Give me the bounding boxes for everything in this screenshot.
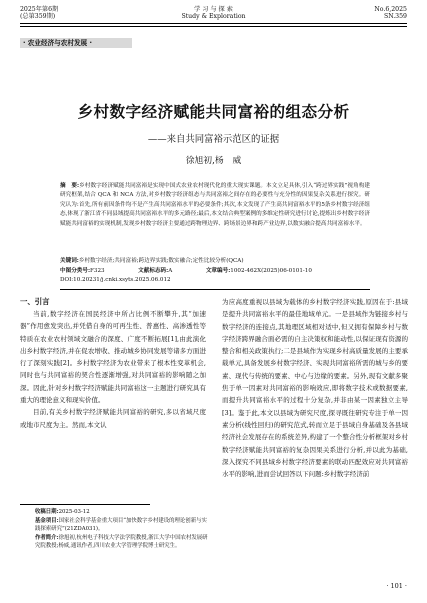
abstract-rule bbox=[60, 289, 370, 290]
footnote-rule bbox=[20, 504, 150, 505]
article-authors: 徐旭初,杨 威 bbox=[185, 156, 242, 166]
journal-name-en: Study & Exploration bbox=[181, 13, 246, 21]
section-tag: · 农业经济与农村发展 · bbox=[20, 38, 132, 48]
journal-name-cn: 学 习 与 探 索 bbox=[194, 6, 233, 13]
clc-label: 中图分类号: bbox=[60, 268, 91, 274]
received-label: 收稿日期: bbox=[35, 509, 59, 515]
page-number: · 101 · bbox=[386, 582, 407, 590]
abstract-label: 摘 要: bbox=[60, 183, 80, 189]
author-bio-label: 作者简介: bbox=[35, 534, 59, 541]
issue-number: 2025年第6期 bbox=[20, 6, 59, 13]
keywords-label: 关键词: bbox=[60, 258, 79, 264]
abstract-text: 乡村数字经济赋能共同富裕是实现中国式农业农村现代化的重大现实课题。本文立足具体,引入“跨过界实践”视角构建研究框架,结合 QCA 和 NCA 方法,对乡村数字经济组态与共同富裕之间存在的必要性与充分性的因果复杂关系进行探究。研究认为:首先,所有前因条件均不是产生高共同富裕水平的必要条件;其次,本文发现了产生高共同富裕水平的5条乡村数字经济组态,体现了浙江省不同县域提高共同富裕水平的多元路径;最后,本文结合典型案例的多维定性研究进行讨论,提炼出乡村数字经济赋能共同富裕的实现机制,发现乡村数字经济主要通过跨物理边界、跨场景边界和跨产业边界,以数实融合提高共同富裕水平。 bbox=[60, 183, 370, 227]
serial-number: SN.359 bbox=[383, 13, 407, 21]
article-subtitle: ——来自共同富裕示范区的证据 bbox=[147, 134, 280, 145]
clc-value: F323 bbox=[90, 268, 105, 274]
header-rule-top bbox=[20, 23, 407, 24]
paragraph-3: 为应高度重视以县域为载体的乡村数字经济实践,原因在于:县域是提升共同富裕水平的最佳地域单元。一是县域作为链接乡村与数字经济的连接点,其地理区域相对适中,但又拥有保障乡村与数字经济跨界融合面必需的自主决策权和能动性,以保证现有资源的整合和相关政策执行;二是县域作为实现乡村高质量发展的主要承载单元,具备发展乡村数字经济、实现共同富裕所需的城与乡的要素、现代与传统的要素、中心与边缘的要素。另外,现有文献多聚焦于单一因素对共同富裕的影响效应,即将数字技术或数据要素,而提升共同富裕水平的过程十分复杂,并非由某一因素独立主导[3]。鉴于此,本文以县域为研究尺度,探寻既往研究专注于单一因素分析(线性回归)的研究范式,转而立足于县域自身基础及各县域经济社会发展存在的系统差异,构建了一个整合性分析框架对乡村数字经济赋能共同富裕的复杂因果关系进行分析,并以此为基础,深入探究不同县域乡村数字经济要素的联动匹配效应对共同富裕水平的影响,进而尝试回答以下问题:乡村数字经济前 bbox=[222, 298, 408, 479]
fund-label: 基金项目: bbox=[35, 517, 59, 524]
keywords bbox=[60, 257, 370, 266]
article-title: 乡村数字经济赋能共同富裕的组态分析 bbox=[77, 102, 350, 121]
paragraph-2: 目前,有关乡村数字经济赋能共同富裕的研究,多以省域尺度或地市尺度为主。然而,本文认 bbox=[20, 408, 206, 429]
author-bio bbox=[20, 534, 208, 551]
total-issue-number: (总第359期) bbox=[20, 13, 56, 21]
classification-line bbox=[60, 267, 380, 276]
left-column bbox=[20, 296, 206, 431]
header-rule-bottom bbox=[20, 26, 407, 27]
issue-number-en: No.6,2025 bbox=[374, 6, 407, 13]
doi: DOI:10.20231/j.cnki.xsyts.2025.06.012 bbox=[60, 277, 171, 283]
doc-code-label: 文献标志码: bbox=[138, 268, 169, 274]
header-serial bbox=[374, 6, 407, 21]
paragraph-1: 当前,数字经济在国民经济中所占比例不断攀升,其“加速器”作用愈发突出,并凭借自身的可再生性、普惠性、高渗透性等特质在农业农村领域文融合的深度、广度不断拓展[1],由此演化出乡村数字经济,并在促农增收、推动城乡协同发展等诸多方面进行了深刻实践[2]。乡村数字经济为农业带来了根本性变革机会,同时也与共同富裕的契合性逐渐增强,对共同富裕的影响随之加深。因此,针对乡村数字经济赋能共同富裕这一主题进行研究具有重大的理论意义和现实价值。 bbox=[20, 310, 206, 405]
right-column bbox=[222, 296, 408, 480]
keywords-text: 乡村数字经济;共同富裕;跨边界实践;数实融合;定性比较分析(QCA) bbox=[78, 258, 244, 264]
article-no-label: 文章编号: bbox=[205, 268, 231, 274]
section-heading-intro: 一、引言 bbox=[20, 297, 50, 306]
article-no-value: 1002-462X(2025)06-0101-10 bbox=[230, 268, 312, 274]
received-value: 2025-03-12 bbox=[58, 509, 90, 515]
fund-text: 国家社会科学基金重大项目“加快数字乡村建设的理论创新与实践探索研究”(21ZDA031)。 bbox=[35, 517, 207, 533]
abstract bbox=[60, 182, 370, 229]
doc-code-value: A bbox=[168, 268, 173, 274]
author-bio-text: 徐旭初,杭州电子科技大学法学院教授,浙江大学中国农村发展研究院教授;杨威,通讯作者,四川农业大学管理学院博士研究生。 bbox=[35, 534, 208, 550]
received-date bbox=[20, 508, 208, 517]
fund-project bbox=[20, 517, 208, 534]
header-journal bbox=[0, 6, 427, 21]
footnote-fund-info bbox=[20, 508, 208, 551]
